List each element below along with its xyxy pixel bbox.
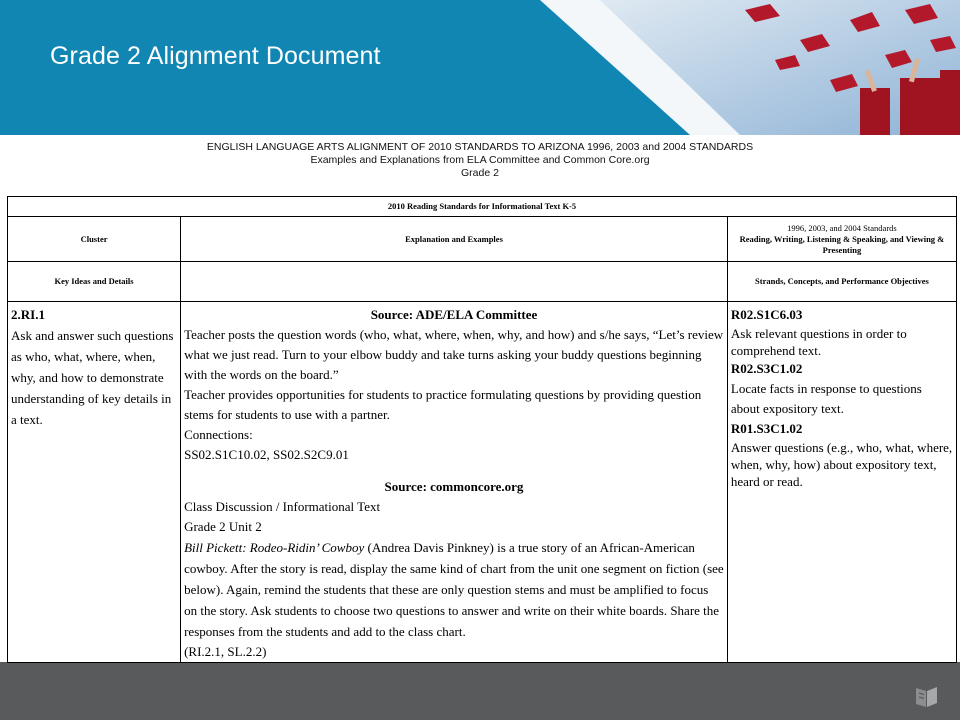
source-2-paragraph (184, 537, 724, 642)
standard-text: Ask and answer such questions as who, what, where, when, why, and how to demonstrate understanding of key details in a text. (11, 328, 174, 427)
header-standards-years: 1996, 2003, and 2004 Standards (787, 222, 897, 233)
header-standards-areas: Reading, Writing, Listening & Speaking, and Viewing & Presenting (739, 233, 945, 255)
objective-3-code: R01.S3C1.02 (730, 421, 803, 436)
footer-bar (0, 662, 960, 720)
alignment-table (7, 196, 957, 663)
subheader-line-3: Grade 2 (461, 167, 499, 179)
cluster-empty-cell (181, 262, 728, 302)
book-logo-icon (914, 684, 940, 708)
column-header-row (8, 217, 957, 262)
slide-title: Grade 2 Alignment Document (50, 42, 381, 70)
standard-code: 2.RI.1 (11, 307, 45, 322)
explanation-cell (181, 302, 728, 663)
table-title: 2010 Reading Standards for Informational Text K-5 (8, 197, 957, 217)
header-standards (727, 217, 956, 262)
source-1-paragraph-1: Teacher posts the question words (who, what, where, when, why, and how) and s/he says, “Let’s review what we just read. Turn to your elbow buddy and take turns asking your buddy questions beginning with the words on the board.” (184, 327, 724, 382)
table-row (8, 302, 957, 663)
header-explanation: Explanation and Examples (181, 217, 728, 262)
connections-label: Connections: (184, 427, 253, 442)
subheader-line-2: Examples and Explanations from ELA Committee and Common Core.org (310, 154, 650, 166)
objective-2-code: R02.S3C1.02 (730, 361, 803, 376)
connections-value: SS02.S1C10.02, SS02.S2C9.01 (184, 447, 349, 462)
objective-3-text: Answer questions (e.g., who, what, where, when, why, how) about expository text, heard or read. (730, 440, 953, 489)
source-1-heading: Source: ADE/ELA Committee (370, 307, 538, 322)
source-2-line-1: Class Discussion / Informational Text (184, 499, 381, 514)
standard-cell (8, 302, 181, 663)
table-title-row (8, 197, 957, 217)
source-2-description: (Andrea Davis Pinkney) is a true story of an African-American cowboy. After the story is read, display the same kind of chart from the unit one segment on fiction (see below). Again, remind the students that these are only question stems and must be amplified to focus on the story. Ask students to choose two questions to answer and write on their white boards. Share the responses from the students and add to the class chart. (184, 540, 724, 639)
objective-1-code: R02.S1C6.03 (730, 307, 803, 322)
source-2-reference: (RI.2.1, SL.2.2) (184, 644, 267, 659)
cluster-row (8, 262, 957, 302)
subheader-line-1: ENGLISH LANGUAGE ARTS ALIGNMENT OF 2010 STANDARDS TO ARIZONA 1996, 2003 and 2004 STANDARDS (206, 141, 754, 153)
source-2-line-2: Grade 2 Unit 2 (184, 519, 262, 534)
source-2-heading: Source: commoncore.org (384, 479, 524, 494)
objectives-cell (727, 302, 956, 663)
objective-1-text: Ask relevant questions in order to comprehend text. (730, 326, 907, 358)
cluster-name: Key Ideas and Details (8, 262, 181, 302)
source-1-paragraph-2: Teacher provides opportunities for students to practice formulating questions by providing question stems for students to use with a partner. (184, 387, 702, 422)
objective-2-text: Locate facts in response to questions about expository text. (730, 381, 922, 416)
book-title: Bill Pickett: Rodeo-Ridin’ Cowboy (184, 540, 365, 555)
document-subheader (0, 141, 960, 180)
header-banner (0, 0, 960, 135)
header-cluster: Cluster (8, 217, 181, 262)
strands-header: Strands, Concepts, and Performance Objectives (727, 262, 956, 302)
